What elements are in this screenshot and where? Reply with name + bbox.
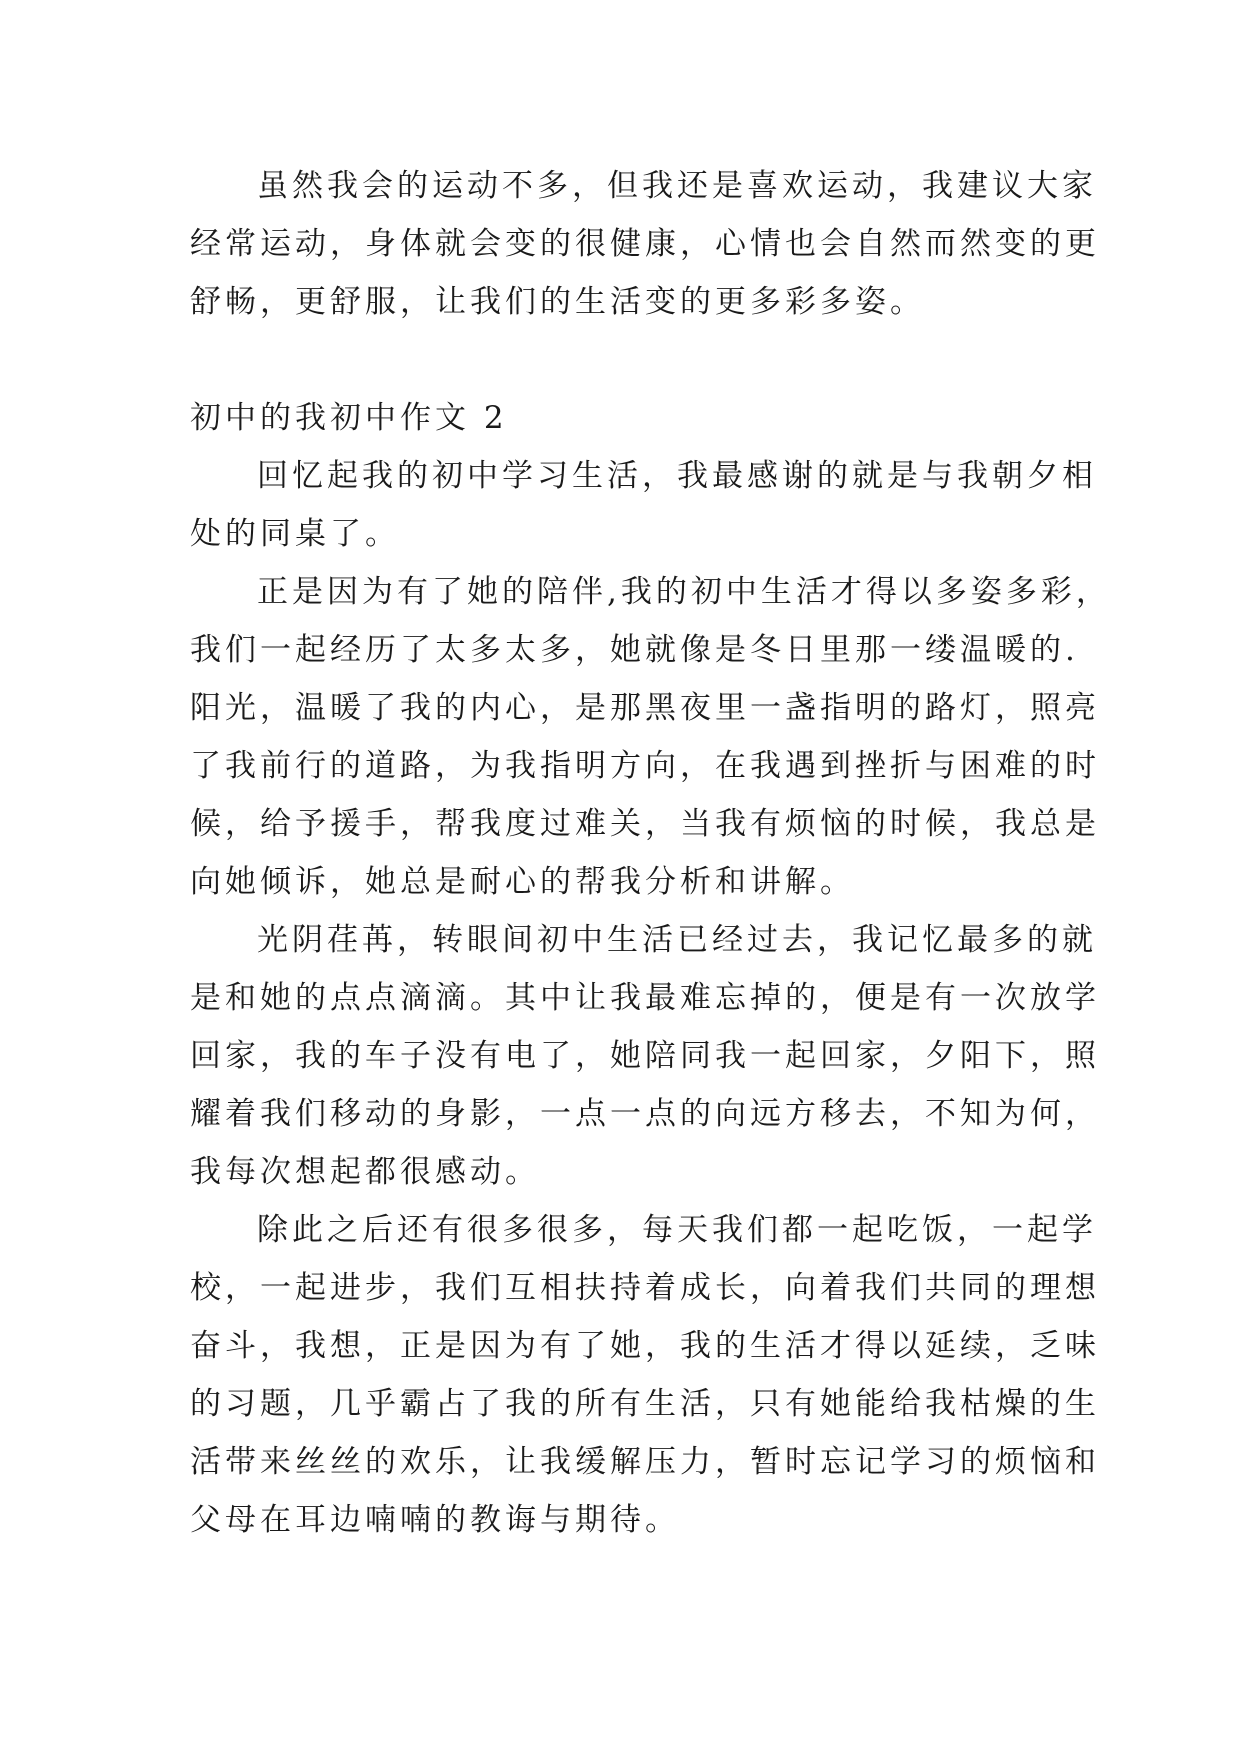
paragraph-line: 向她倾诉，她总是耐心的帮我分析和讲解。 [190,864,855,900]
paragraph-line: 阳光，温暖了我的内心，是那黑夜里一盏指明的路灯，照亮 [190,690,1100,726]
section-title: 初中的我初中作文 2 [190,400,508,436]
paragraph-line: 是和她的点点滴滴。其中让我最难忘掉的，便是有一次放学 [190,980,1100,1016]
paragraph-line: 我每次想起都很感动。 [190,1154,540,1190]
paragraph-line: 回家，我的车子没有电了，她陪同我一起回家，夕阳下，照 [190,1038,1100,1074]
paragraph-line: 奋斗，我想，正是因为有了她，我的生活才得以延续，乏味 [190,1328,1100,1364]
paragraph-line: 除此之后还有很多很多，每天我们都一起吃饭，一起学 [257,1212,1097,1248]
paragraph-line: 的习题，几乎霸占了我的所有生活，只有她能给我枯燥的生 [190,1386,1100,1422]
paragraph-line: 虽然我会的运动不多，但我还是喜欢运动，我建议大家 [257,168,1097,204]
paragraph-line: 正是因为有了她的陪伴,我的初中生活才得以多姿多彩， [257,574,1111,610]
paragraph-line: 活带来丝丝的欢乐，让我缓解压力，暂时忘记学习的烦恼和 [190,1444,1100,1480]
paragraph-line: 回忆起我的初中学习生活，我最感谢的就是与我朝夕相 [257,458,1097,494]
paragraph-line: 处的同桌了。 [190,516,400,552]
paragraph-line: 光阴荏苒，转眼间初中生活已经过去，我记忆最多的就 [257,922,1097,958]
paragraph-line: 校，一起进步，我们互相扶持着成长，向着我们共同的理想 [190,1270,1100,1306]
paragraph-line: 父母在耳边喃喃的教诲与期待。 [190,1502,680,1538]
paragraph-line: 我们一起经历了太多太多，她就像是冬日里那一缕温暖的. [190,632,1079,668]
paragraph-line: 了我前行的道路，为我指明方向，在我遇到挫折与困难的时 [190,748,1100,784]
paragraph-line: 舒畅，更舒服，让我们的生活变的更多彩多姿。 [190,284,925,320]
paragraph-line: 经常运动，身体就会变的很健康，心情也会自然而然变的更 [190,226,1100,262]
paragraph-line: 耀着我们移动的身影，一点一点的向远方移去，不知为何， [190,1096,1100,1132]
paragraph-line: 候，给予援手，帮我度过难关，当我有烦恼的时候，我总是 [190,806,1100,842]
